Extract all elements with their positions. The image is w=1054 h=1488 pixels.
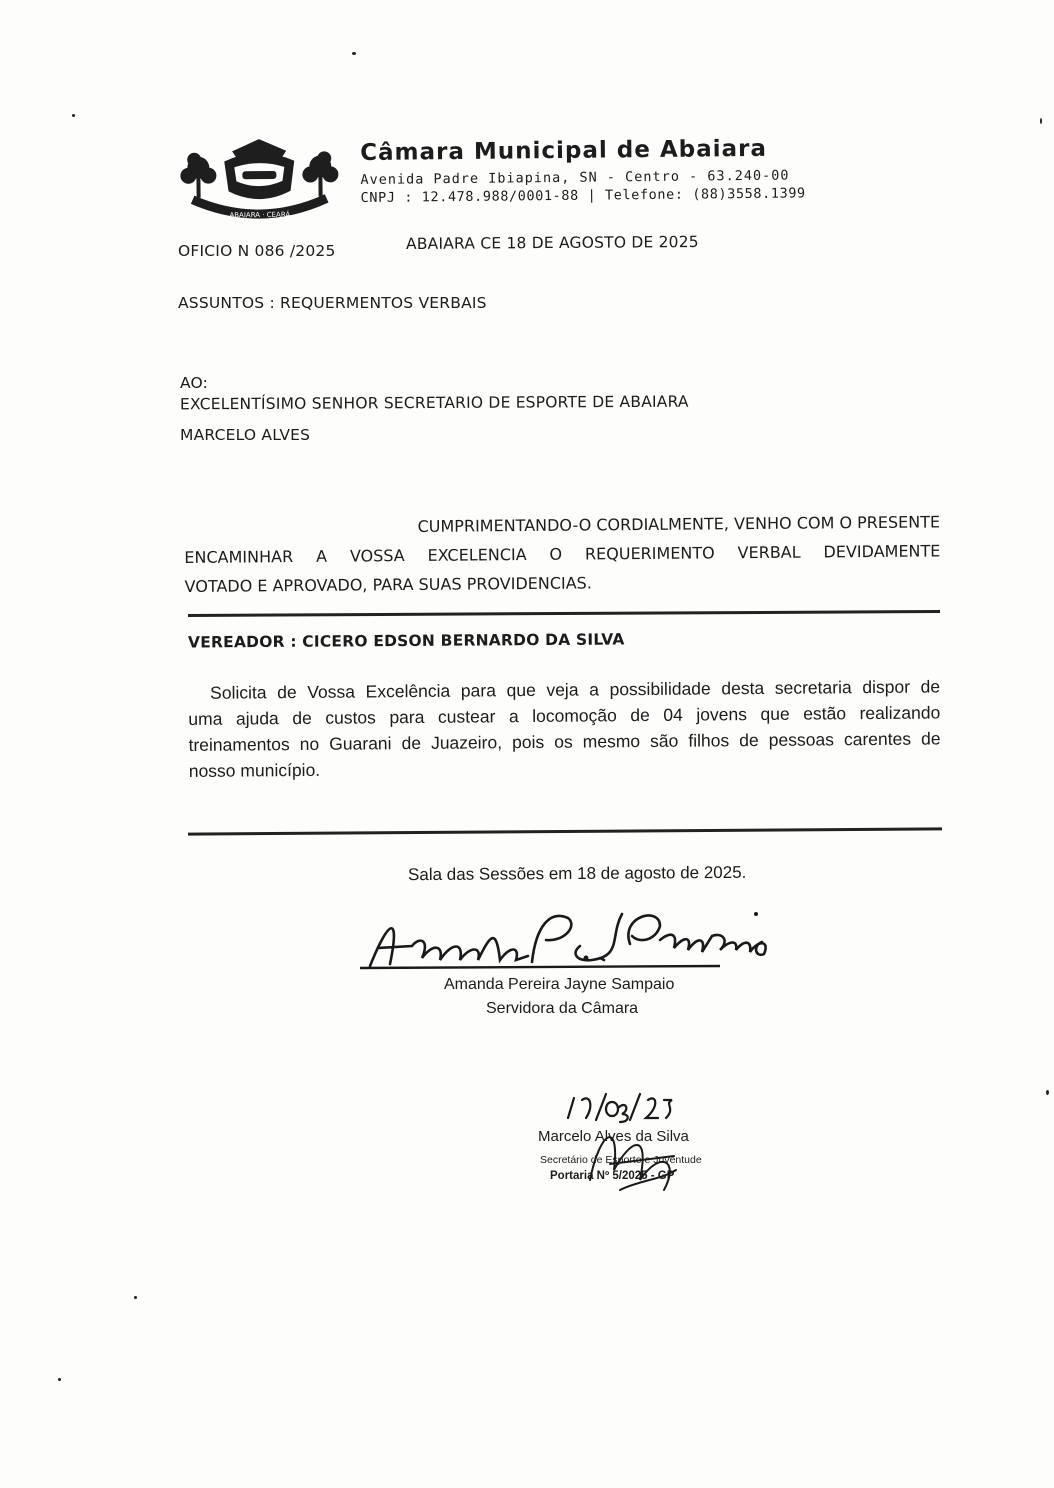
scan-speck [352, 52, 356, 55]
recipient-name: MARCELO ALVES [180, 426, 311, 444]
scan-speck [1046, 1090, 1049, 1095]
greeting-line: ENCAMINHAR A VOSSA EXCELENCIA O REQUERIMENTO VERBAL DEVIDAMENTE [184, 541, 941, 567]
municipal-seal-logo [172, 136, 343, 228]
receipt-name: Marcelo Alves da Silva [538, 1128, 689, 1145]
request-line: Solicita de Vossa Excelência para que veja a possibilidade desta secretaria dispor de [210, 676, 941, 703]
seal-text: ABAIARA · CEARÁ [229, 210, 291, 220]
chamber-cnpj-phone: CNPJ : 12.478.988/0001-88 | Telefone: (88)3558.1399 [360, 185, 806, 207]
signer-name: Amanda Pereira Jayne Sampaio [444, 976, 675, 993]
letterhead [172, 130, 933, 228]
greeting-line: CUMPRIMENTANDO-O CORDIALMENTE, VENHO COM O PRESENTE [417, 512, 941, 536]
request-line: treinamentos no Guarani de Juazeiro, pois os mesmo são filhos de pessoas carentes de [188, 728, 941, 755]
oficio-number: OFICIO N 086 /2025 [178, 242, 336, 260]
session-date: Sala das Sessões em 18 de agosto de 2025. [407, 862, 747, 885]
greeting-paragraph [184, 507, 941, 601]
scan-speck [134, 1296, 137, 1299]
request-paragraph [188, 673, 941, 784]
handwritten-signature-amanda [360, 896, 800, 986]
signer-role: Servidora da Câmara [486, 1000, 639, 1017]
recipient-title: EXCELENTÍSIMO SENHOR SECRETARIO DE ESPORTE DE ABAIARA [179, 392, 689, 414]
to-label: AO: [180, 374, 209, 392]
councilor-name: VEREADOR : CICERO EDSON BERNARDO DA SILVA [187, 630, 625, 652]
scan-speck [72, 114, 75, 117]
receipt-role: Secretário de Esporte e Juventude [540, 1154, 702, 1166]
request-line: uma ajuda de custos para custear a locomoção de 04 jovens que estão realizando [188, 702, 941, 729]
receipt-initials-scribble [580, 1120, 700, 1200]
chamber-address: Avenida Padre Ibiapina, SN - Centro - 63.240-00 [360, 167, 790, 189]
receipt-ordinance: Portaria Nº 5/2025 - GP [550, 1170, 675, 1182]
scan-speck [1040, 118, 1042, 124]
chamber-name: Câmara Municipal de Abaiara [360, 135, 768, 167]
divider-line [188, 610, 940, 617]
place-date: ABAIARA CE 18 DE AGOSTO DE 2025 [405, 232, 699, 254]
scan-speck [58, 1378, 61, 1381]
request-line: nosso município. [188, 759, 321, 781]
subject: ASSUNTOS : REQUERMENTOS VERBAIS [178, 294, 487, 312]
greeting-line: VOTADO E APROVADO, PARA SUAS PROVIDENCIAS. [184, 573, 592, 596]
divider-line [188, 827, 942, 835]
